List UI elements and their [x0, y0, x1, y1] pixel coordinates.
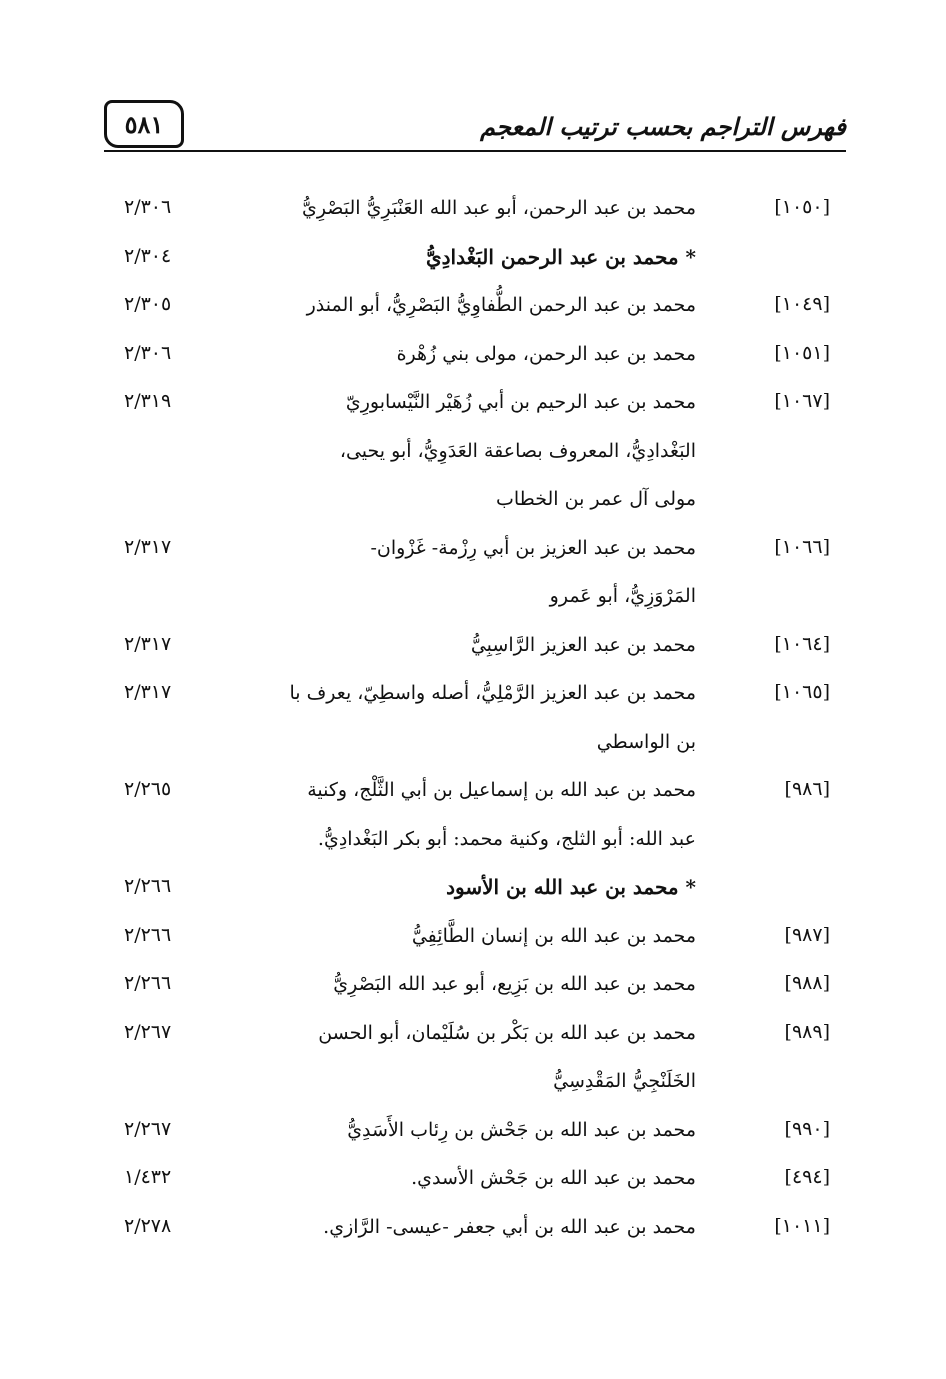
entry-name-line: محمد بن عبد العزيز بن أبي رِزْمة- غَزْوان-	[370, 536, 696, 559]
entry-number: [١٠٥١]	[774, 341, 830, 364]
entry-name-line: البَغْدادِيُّ، المعروف بصاعقة العَدَوِيُّ، أبو يحيى،	[339, 439, 696, 462]
entry-name-line: محمد بن عبد الله بن جَحْش الأسدي.	[411, 1167, 696, 1189]
entry-number: [١٠٦٦]	[774, 535, 830, 558]
entry-name-line: محمد بن عبد الله بن بَزِيع، أبو عبد الله البَصْرِيُّ	[333, 973, 696, 995]
entry-name-line: محمد بن عبد الرحمن، أبو عبد الله العَنْبَرِيُّ البَصْرِيُّ	[301, 197, 696, 219]
entry-name-line: محمد بن عبد الرحمن، مولى بني زُهْرة	[396, 342, 696, 365]
entry-volume-page-ref: ٢/٣١٧	[124, 681, 172, 703]
entry-number: [٩٨٦]	[784, 778, 830, 800]
entry-name-line: مولى آل عمر بن الخطاب	[495, 488, 696, 510]
entry-name-line: محمد بن عبد الله بن إسماعيل بن أبي الثَّلْج، وكنية	[307, 779, 696, 801]
entry-name-line: عبد الله: أبو الثلج، وكنية محمد: أبو بكر البَغْدادِيُّ.	[317, 827, 696, 850]
entry-number: [١٠٦٥]	[774, 681, 830, 703]
entry-name-line: * محمد بن عبد الله بن الأسود	[446, 875, 696, 899]
entry-name-line: محمد بن عبد الرحيم بن أبي زُهَيْر النَّيْسابورِيّ	[345, 391, 696, 413]
entry-name-line: * محمد بن عبد الرحمن البَغْدادِيُّ	[426, 244, 696, 269]
entry-number: [١٠٤٩]	[774, 293, 830, 315]
entry-number: [١٠٦٤]	[774, 632, 830, 655]
entry-volume-page-ref: ٢/٣١٩	[124, 390, 172, 412]
entry-name-line: محمد بن عبد الله بن بَكْر بن سُلَيْمان، أبو الحسن	[318, 1021, 696, 1044]
entry-number: [٩٨٨]	[784, 972, 830, 994]
entry-name-line: محمد بن عبد العزيز الرَّاسِبِيُّ	[470, 633, 696, 656]
entry-name-line: المَرْوَزِيُّ، أبو عَمرو	[549, 585, 696, 607]
entry-volume-page-ref: ٢/٣٠٥	[124, 293, 172, 315]
entry-number: [١٠١١]	[774, 1214, 830, 1237]
page-number: ٥٨١	[104, 100, 184, 148]
entry-volume-page-ref: ٢/٢٧٨	[124, 1214, 172, 1237]
entry-name-line: محمد بن عبد الله بن أبي جعفر -عيسى- الرَّازي.	[323, 1215, 696, 1238]
entry-volume-page-ref: ٢/٣٠٦	[124, 196, 172, 218]
entry-volume-page-ref: ٢/٢٦٧	[124, 1020, 172, 1043]
entry-volume-page-ref: ١/٤٣٢	[124, 1166, 172, 1188]
entry-number: [٩٩٠]	[784, 1117, 830, 1140]
entry-volume-page-ref: ٢/٢٦٦	[124, 972, 172, 994]
entry-volume-page-ref: ٢/٣١٧	[124, 535, 172, 558]
entry-number: [١٠٥٠]	[774, 196, 830, 218]
entry-number: [١٠٦٧]	[774, 390, 830, 412]
running-title: فهرس التراجم بحسب ترتيب المعجم	[480, 112, 846, 141]
entry-number: [٩٨٧]	[784, 923, 830, 946]
entry-name-line: محمد بن عبد العزيز الرَّمْلِيُّ، أصله واسطِيّ، يعرف با	[289, 682, 696, 704]
entry-number: [٤٩٤]	[784, 1166, 830, 1188]
entry-number: [٩٨٩]	[784, 1020, 830, 1043]
entry-name-line: محمد بن عبد الرحمن الطُّفاوِيُّ البَصْرِيُّ، أبو المنذر	[306, 294, 696, 316]
entry-name-line: محمد بن عبد الله بن إنسان الطَّائِفِيُّ	[411, 924, 696, 947]
entry-volume-page-ref: ٢/٣٠٦	[124, 341, 172, 364]
entry-volume-page-ref: ٢/٢٦٦	[124, 875, 172, 897]
entry-name-line: محمد بن عبد الله بن جَحْش بن رِئاب الأَسَدِيُّ	[347, 1118, 696, 1141]
entry-name-line: بن الواسطي	[596, 730, 696, 753]
entry-volume-page-ref: ٢/٣٠٤	[124, 244, 172, 267]
entry-volume-page-ref: ٢/٢٦٦	[124, 923, 172, 946]
entry-volume-page-ref: ٢/٢٦٧	[124, 1117, 172, 1140]
entry-name-line: الخَلَنْجِيُّ المَقْدِسِيُّ	[553, 1070, 696, 1092]
entry-volume-page-ref: ٢/٢٦٥	[124, 778, 172, 800]
entry-volume-page-ref: ٢/٣١٧	[124, 632, 172, 655]
